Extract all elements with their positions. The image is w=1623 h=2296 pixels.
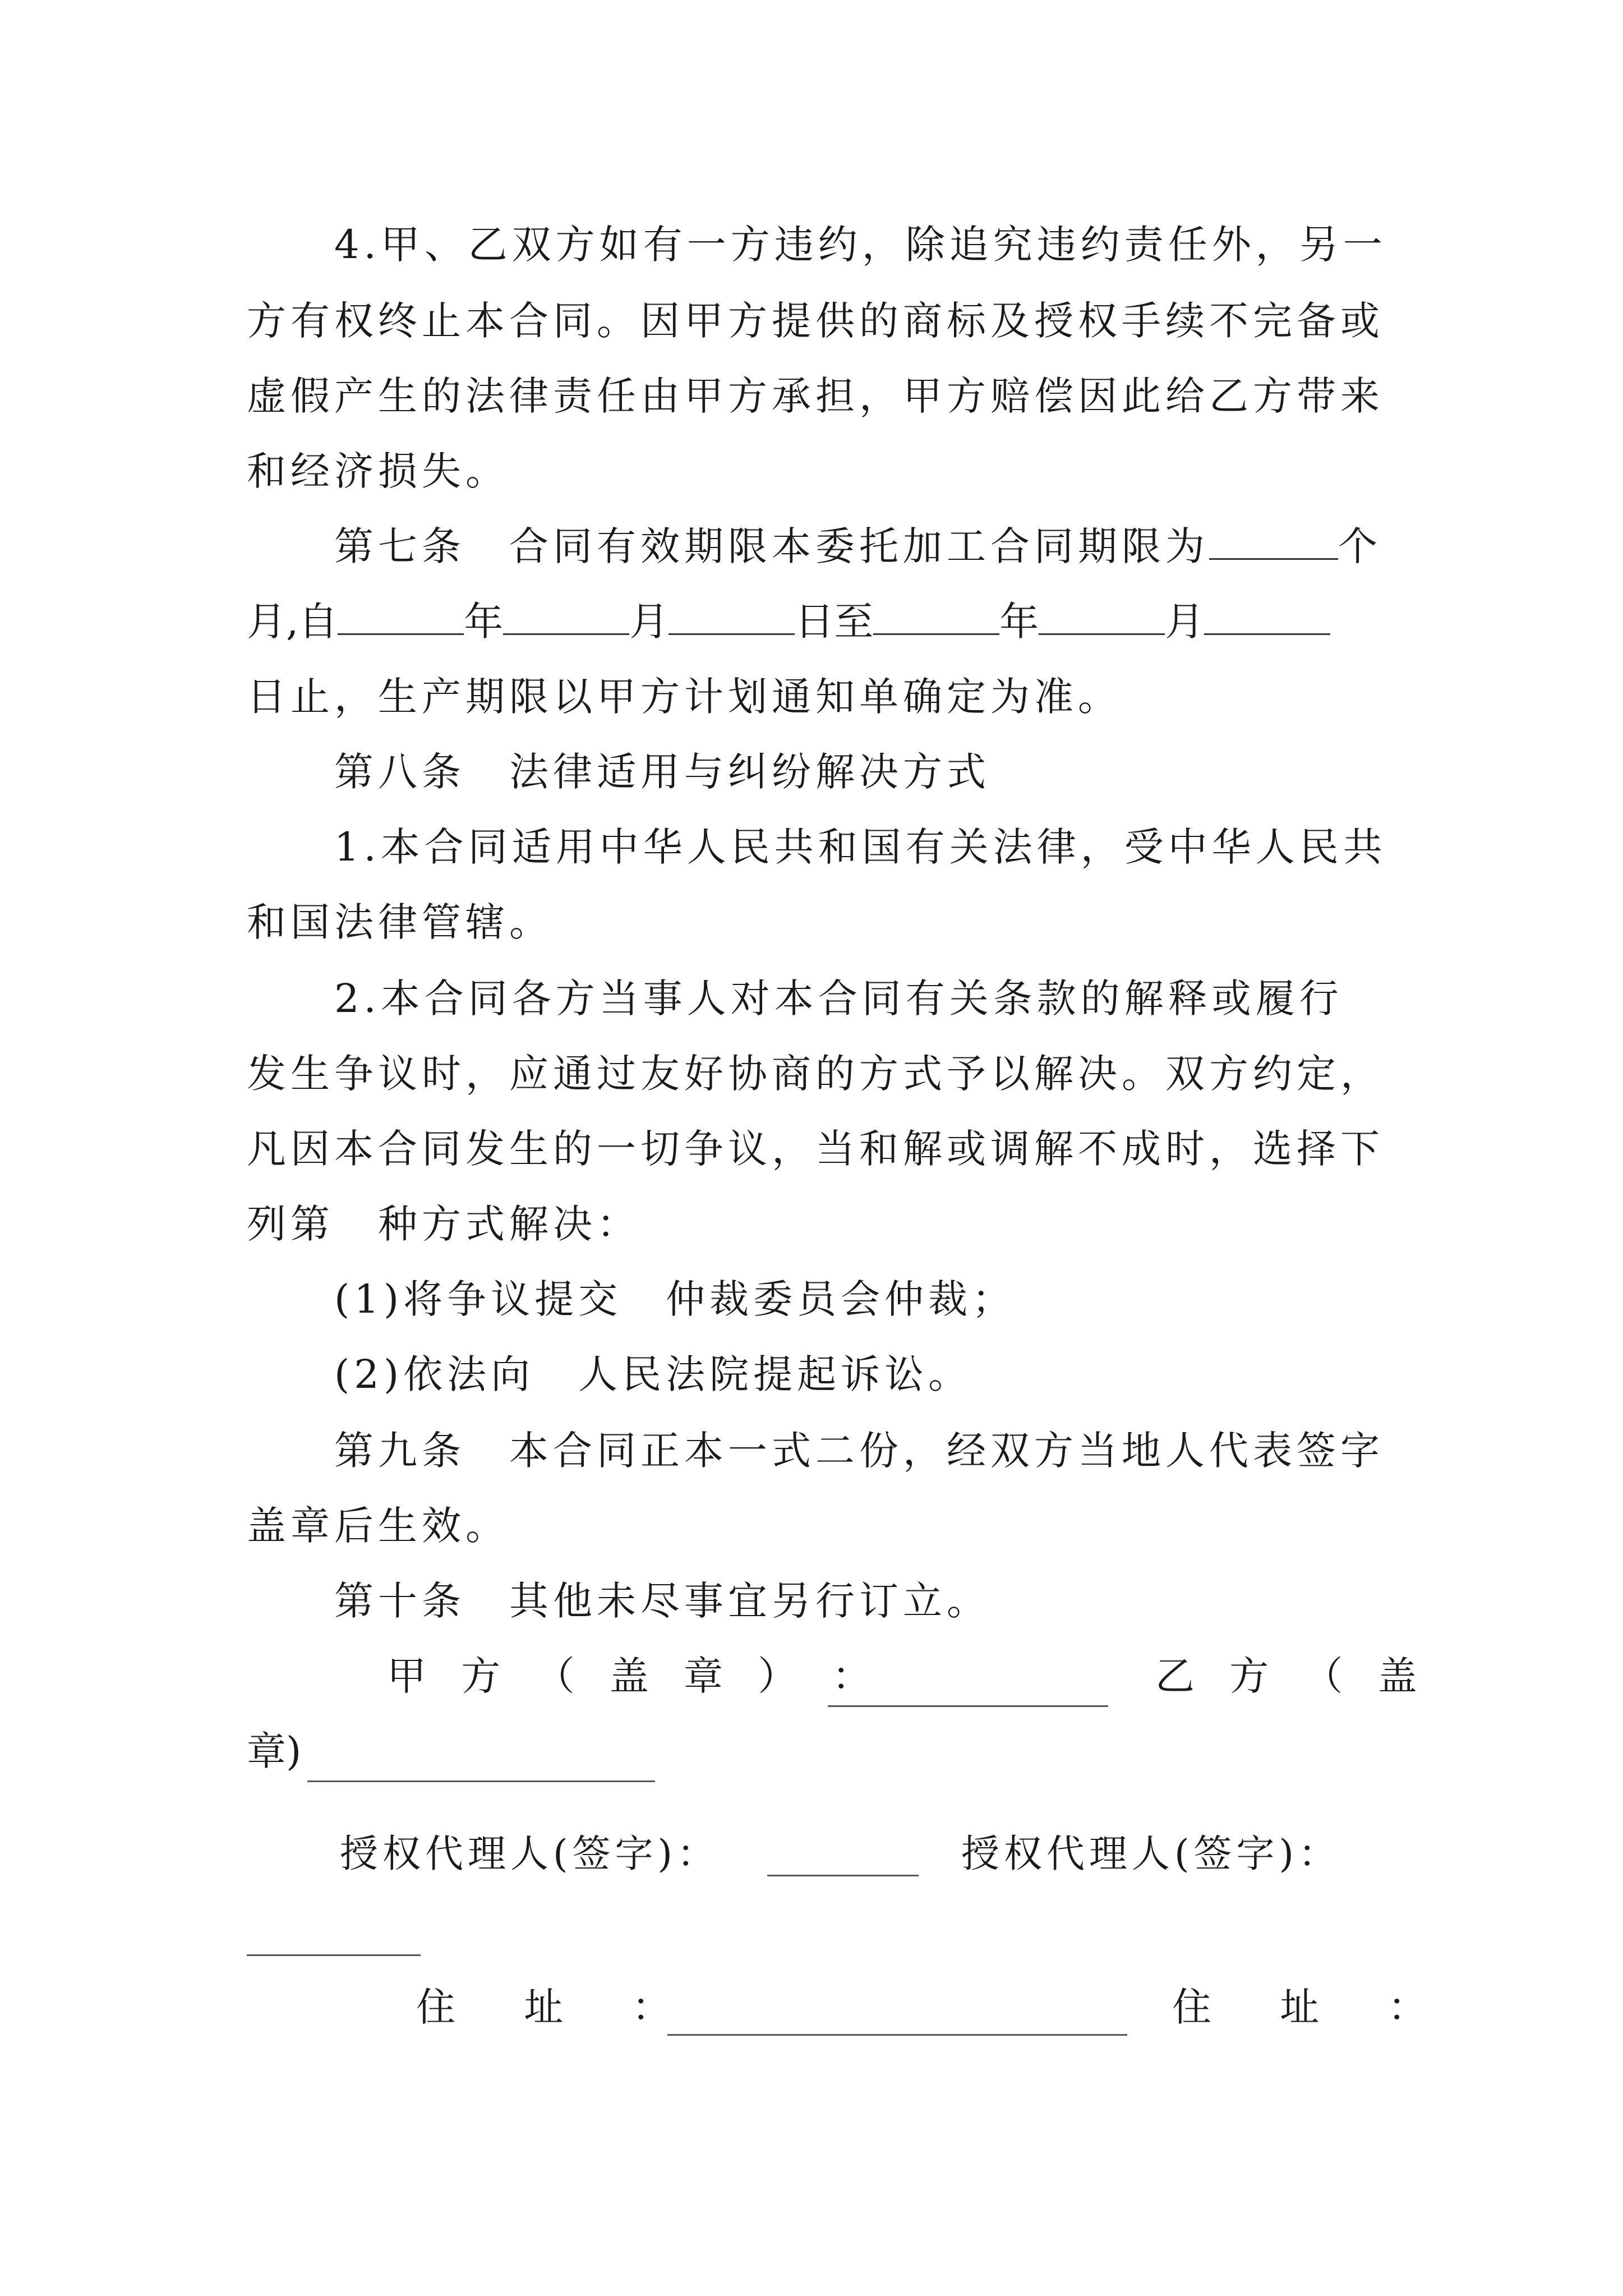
party-b-seal-label: 乙 方 （ 盖 <box>1155 1653 1428 1699</box>
article-8-line: 发生争议时，应通过友好协商的方式予以解决。双方约定， <box>247 1051 1384 1097</box>
date-label: 年 <box>999 599 1039 645</box>
party-b-seal-end-text: 章) <box>247 1728 302 1774</box>
agent-b-signature-line[interactable] <box>247 1954 421 1956</box>
term-months-blank[interactable] <box>1209 524 1338 560</box>
clause-line: 方有权终止本合同。因甲方提供的商标及授权手续不完备或 <box>247 298 1384 344</box>
dispute-option-1: (1)将争议提交 仲裁委员会仲裁； <box>334 1276 1016 1322</box>
party-b-seal-line[interactable] <box>307 1780 655 1782</box>
agent-a-label: 授权代理人(签字)： <box>340 1832 720 1876</box>
agent-b-label: 授权代理人(签字)： <box>961 1832 1341 1876</box>
date-label: 月 <box>1165 599 1205 645</box>
end-year-blank[interactable] <box>873 600 999 635</box>
article-10-line: 第十条 其他未尽事宜另行订立。 <box>334 1578 990 1624</box>
article-8-line: 2.本合同各方当事人对本合同有关条款的解释或履行 <box>334 976 1343 1022</box>
start-day-blank[interactable] <box>668 600 795 635</box>
article-7-tail: 个 <box>1338 523 1382 569</box>
article-7-text: 第七条 合同有效期限本委托加工合同期限为 <box>334 523 1209 569</box>
article-8-line: 列第 种方式解决： <box>247 1201 640 1247</box>
date-label: 年 <box>464 599 504 645</box>
address-a-line[interactable] <box>667 2034 1127 2036</box>
end-month-blank[interactable] <box>1039 600 1165 635</box>
article-8-heading: 第八条 法律适用与纠纷解决方式 <box>334 749 990 795</box>
article-9-line: 第九条 本合同正本一式二份，经双方当地人代表签字 <box>334 1428 1384 1474</box>
date-label: 月 <box>629 599 669 645</box>
end-day-blank[interactable] <box>1204 600 1330 635</box>
article-7-line-2 <box>247 595 1380 651</box>
start-month-blank[interactable] <box>503 600 629 635</box>
date-label: 日至 <box>795 599 874 645</box>
address-a-label: 住 址 ： <box>416 1984 699 2030</box>
start-year-blank[interactable] <box>338 600 464 635</box>
clause-line: 虚假产生的法律责任由甲方承担，甲方赔偿因此给乙方带来 <box>247 373 1384 419</box>
article-8-line: 1.本合同适用中华人民共和国有关法律，受中华人民共 <box>334 824 1387 870</box>
article-9-line: 盖章后生效。 <box>247 1503 509 1549</box>
article-8-line: 和国法律管辖。 <box>247 899 553 945</box>
party-b-seal-label-end <box>247 1724 1380 1780</box>
clause-line: 和经济损失。 <box>247 448 509 494</box>
dispute-option-2: (2)依法向 人民法院提起诉讼。 <box>334 1351 972 1397</box>
address-b-label: 住 址 ： <box>1172 1984 1455 2030</box>
agent-a-signature-line[interactable] <box>767 1875 919 1876</box>
article-7-line-1 <box>334 519 1380 576</box>
party-a-seal-label: 甲 方 （ 盖 章 ） ： <box>387 1653 883 1699</box>
party-a-seal-line[interactable] <box>828 1705 1108 1707</box>
date-label: 月,自 <box>247 599 338 645</box>
article-7-line-3: 日止，生产期限以甲方计划通知单确定为准。 <box>247 674 1122 720</box>
clause-line: 4.甲、乙双方如有一方违约，除追究违约责任外，另一 <box>334 222 1387 268</box>
article-8-line: 凡因本合同发生的一切争议，当和解或调解不成时，选择下 <box>247 1126 1384 1172</box>
